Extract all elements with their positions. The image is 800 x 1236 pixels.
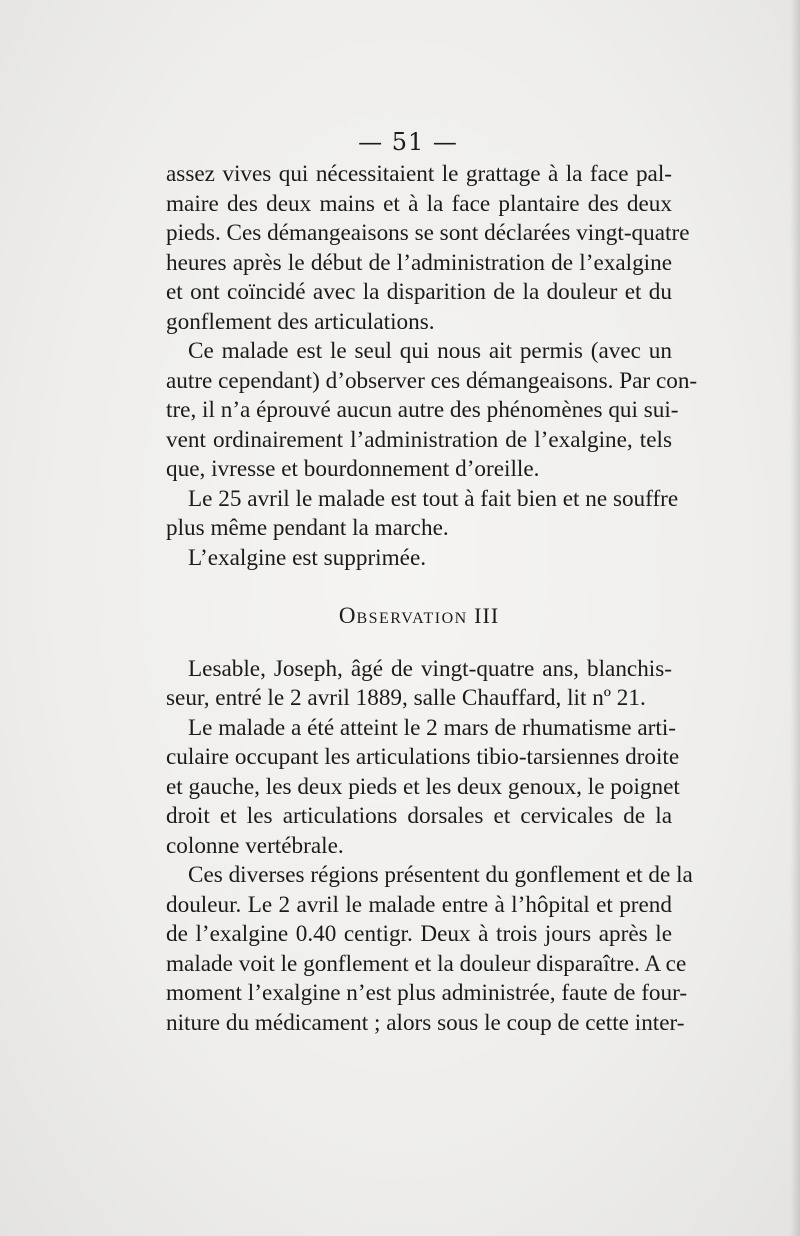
text-line: maire des deux mains et à la face plantaire des deux bbox=[166, 190, 672, 217]
text-line: niture du médicament ; alors sous le coup de cette inter- bbox=[166, 1009, 685, 1036]
text-line: moment l’exalgine n’est plus administrée, faute de four- bbox=[166, 980, 688, 1006]
heading-word: BSERVATION bbox=[356, 610, 468, 627]
page-number: — 51 — bbox=[358, 128, 458, 156]
page-edge-shadow bbox=[790, 0, 800, 1236]
text-line: heures après le début de l’administration de l’exalgine bbox=[166, 249, 672, 276]
paragraphs-after-heading bbox=[166, 655, 693, 1039]
text-line: de l’exalgine 0.40 centigr. Deux à trois jours après le bbox=[166, 921, 672, 947]
text-line: Le 25 avril le malade est tout à fait bien et ne souffre bbox=[188, 485, 679, 512]
text-line: plus même pendant la marche. bbox=[166, 515, 449, 541]
text-line: gonflement des articulations. bbox=[166, 308, 435, 335]
paragraphs-before-heading bbox=[166, 160, 698, 573]
text-line: assez vives qui nécessitaient le grattage à la face pal- bbox=[166, 161, 672, 187]
paragraph bbox=[166, 160, 690, 337]
heading-numeral: III bbox=[474, 603, 500, 628]
text-line: droit et les articulations dorsales et cervicales de la bbox=[166, 803, 672, 829]
text-line: culaire occupant les articulations tibio-tarsiennes droite bbox=[166, 744, 680, 770]
text-line: Le malade a été atteint le 2 mars de rhumatisme arti- bbox=[188, 714, 677, 741]
text-line: seur, entré le 2 avril 1889, salle Chauffard, lit nº 21. bbox=[166, 685, 646, 711]
section-heading bbox=[166, 601, 672, 631]
text-line: pieds. Ces démangeaisons se sont déclarées vingt-quatre bbox=[166, 220, 690, 246]
text-line: tre, il n’a éprouvé aucun autre des phénomènes qui sui- bbox=[166, 397, 679, 423]
text-line: L’exalgine est supprimée. bbox=[188, 544, 427, 571]
text-line: vent ordinairement l’administration de l’exalgine, tels bbox=[166, 426, 672, 453]
text-line: que, ivresse et bourdonnement d’oreille. bbox=[166, 456, 540, 482]
text-line: malade voit le gonflement et la douleur disparaître. A ce bbox=[166, 950, 687, 977]
text-line: Ce malade est le seul qui nous ait permis (avec un bbox=[188, 338, 672, 364]
paragraph bbox=[166, 714, 680, 862]
heading-initial: O bbox=[338, 603, 357, 628]
text-line: Ces diverses régions présentent du gonflement et de la bbox=[188, 862, 693, 888]
text-line: Lesable, Joseph, âgé de vingt-quatre ans, blanchis- bbox=[188, 655, 672, 682]
text-line: douleur. Le 2 avril le malade entre à l’hôpital et prend bbox=[166, 891, 672, 918]
paragraph bbox=[166, 337, 698, 485]
paragraph bbox=[166, 655, 672, 714]
paragraph bbox=[166, 485, 679, 544]
body-text bbox=[166, 160, 698, 1038]
text-line: et gauche, les deux pieds et les deux genoux, le poignet bbox=[166, 773, 680, 800]
paragraph bbox=[166, 544, 672, 574]
text-line: autre cependant) d’observer ces démangeaisons. Par con- bbox=[166, 367, 698, 394]
text-line: et ont coïncidé avec la disparition de la douleur et du bbox=[166, 279, 672, 305]
paragraph bbox=[166, 861, 693, 1038]
text-line: colonne vertébrale. bbox=[166, 832, 344, 859]
